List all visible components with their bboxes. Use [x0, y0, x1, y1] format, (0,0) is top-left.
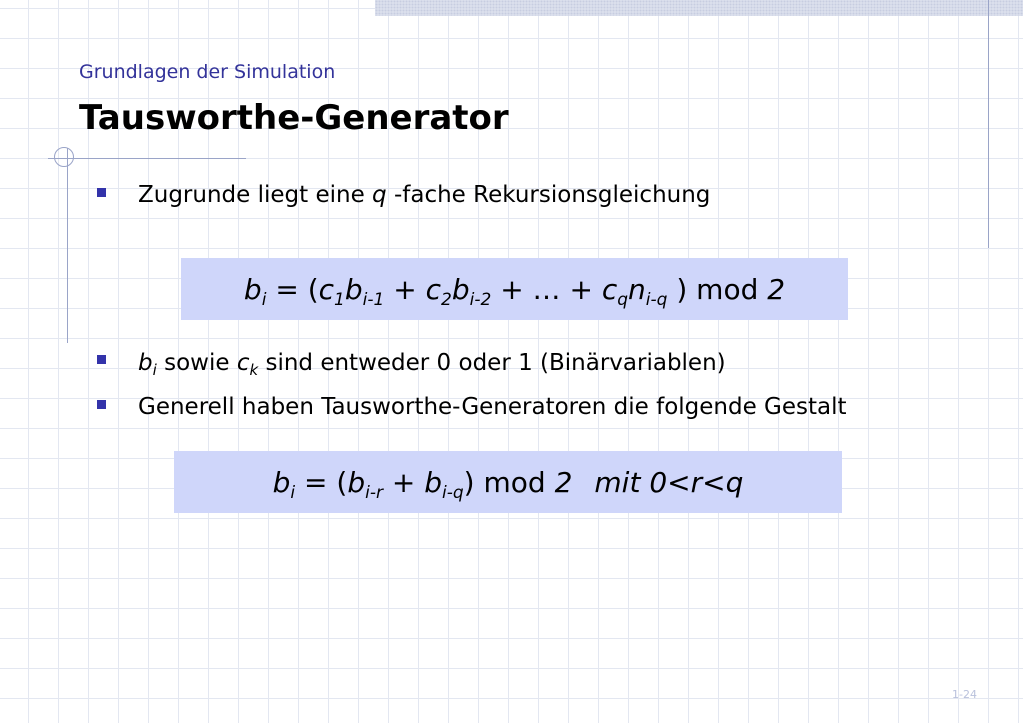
- formula-2-sub-ir: i-r: [365, 482, 383, 503]
- formula-1-b: b: [243, 272, 262, 306]
- formula-1-sub-i2: i-2: [469, 289, 492, 310]
- bullet-1-variable: q: [372, 182, 387, 208]
- formula-1-mod: ) mod: [667, 272, 768, 306]
- formula-2-plus: +: [382, 465, 425, 499]
- formula-box-recursion: [181, 258, 848, 320]
- formula-1-sub-i: i: [261, 289, 267, 310]
- formula-1-sub-q: q: [617, 289, 629, 310]
- formula-1-sub-2: 2: [441, 289, 452, 310]
- formula-1-c2: c: [425, 272, 441, 306]
- formula-1: [243, 272, 786, 310]
- slide-number: 1-24: [952, 688, 977, 701]
- bullet-item-1: [138, 180, 710, 210]
- formula-2-condition: mit 0<r<q: [594, 465, 744, 499]
- bullet-item-3: Generell haben Tausworthe-Generatoren die folgende Gestalt: [138, 394, 847, 420]
- formula-1-eq: = (: [266, 272, 319, 306]
- formula-1-two: 2: [767, 272, 786, 306]
- formula-2-b: b: [272, 465, 291, 499]
- formula-1-sub-iq: i-q: [645, 289, 668, 310]
- formula-2: [272, 465, 744, 503]
- formula-2-sub-i: i: [290, 482, 296, 503]
- slide-subtitle: Grundlagen der Simulation: [79, 61, 336, 83]
- formula-1-sub-i1: i-1: [362, 289, 385, 310]
- bullet-2-b: b: [138, 350, 153, 376]
- bullet-2-sub-i: i: [152, 361, 157, 379]
- formula-1-dots: + … +: [491, 272, 602, 306]
- formula-2-bq: b: [424, 465, 443, 499]
- formula-1-plus: +: [384, 272, 426, 306]
- bullet-1-text-end: -fache Rekursionsgleichung: [386, 182, 711, 208]
- bullet-2-c: c: [236, 350, 250, 376]
- formula-1-cq: c: [601, 272, 618, 306]
- bullet-2-sub-k: k: [249, 361, 259, 379]
- left-vertical-rule: [67, 148, 68, 343]
- crosshair-circle-icon: [54, 147, 74, 167]
- top-band-decoration: [375, 0, 1023, 16]
- formula-1-c1: c: [318, 272, 335, 306]
- formula-2-br: b: [347, 465, 366, 499]
- formula-2-mod: ) mod: [463, 465, 555, 499]
- formula-2-eq: = (: [295, 465, 348, 499]
- title-underline-rule: [48, 158, 246, 159]
- formula-1-b2: b: [451, 272, 470, 306]
- bullet-item-2: [138, 348, 726, 378]
- bullet-2-text-end: sind entweder 0 oder 1 (Binärvariablen): [258, 350, 726, 376]
- slide-title: Tausworthe-Generator: [79, 98, 509, 138]
- bullet-1-text-start: Zugrunde liegt eine: [138, 182, 373, 208]
- formula-2-sub-iq: i-q: [442, 482, 464, 503]
- formula-box-general: [174, 451, 842, 513]
- right-vertical-rule: [988, 0, 989, 248]
- bullet-marker-icon: [97, 355, 106, 364]
- formula-1-b1: b: [344, 272, 363, 306]
- bullet-marker-icon: [97, 188, 106, 197]
- formula-1-n: n: [628, 272, 646, 306]
- formula-1-sub-1: 1: [334, 289, 345, 310]
- bullet-marker-icon: [97, 400, 106, 409]
- bullet-2-mid: sowie: [156, 350, 237, 376]
- formula-2-two: 2: [554, 465, 573, 499]
